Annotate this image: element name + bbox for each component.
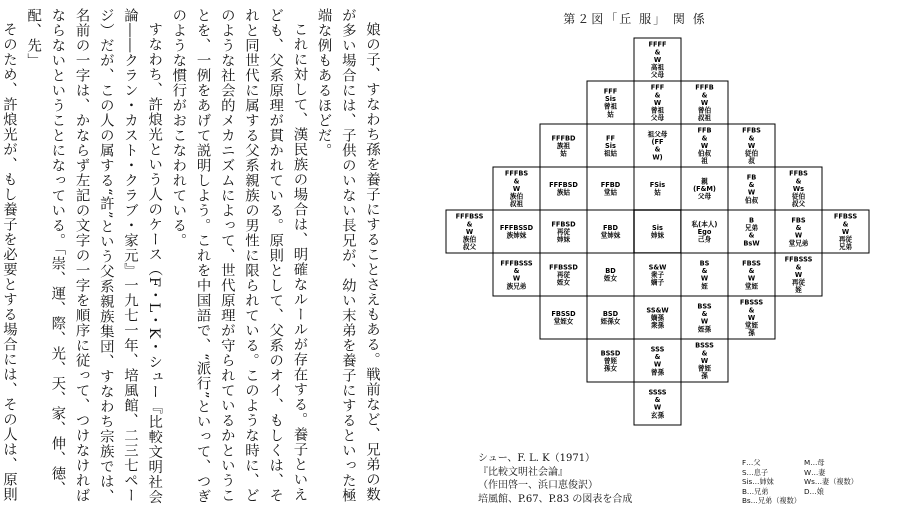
kin-cell-c01 — [634, 38, 681, 81]
kin-cell-label: & — [701, 267, 708, 276]
kin-cell-label: FFFF — [648, 40, 667, 49]
kin-cell-label: 高祖 — [650, 63, 665, 72]
kin-cell-label: FFBSSD — [549, 263, 578, 272]
kin-cell-c33 — [540, 296, 587, 339]
kin-cell-c22 — [681, 210, 728, 253]
kin-cell-label: 堂姪女 — [553, 317, 574, 326]
kin-cell-label: S&W — [648, 263, 667, 272]
kin-cell-label: Sis — [652, 224, 663, 233]
kin-cell-label: FFFBSSS — [500, 259, 533, 268]
kin-cell-label: W — [653, 98, 662, 107]
kin-cell-label: 親 — [701, 177, 708, 186]
kin-cell-label: & — [748, 181, 755, 190]
kin-cell-label: 姪女 — [603, 274, 618, 283]
kin-cell-c12 — [587, 167, 634, 210]
kin-cell-label: 再従 — [556, 227, 571, 236]
kin-cell-label: 姉妹 — [650, 231, 665, 240]
kin-cell-label: W — [512, 184, 521, 193]
kin-cell-label: 祖 — [701, 157, 708, 166]
kin-cell-label: (FF — [651, 138, 664, 147]
body-text-column — [0, 8, 384, 514]
kin-cell-label: FFBD — [600, 181, 621, 190]
kin-cell-label: W — [794, 270, 803, 279]
kin-cell-label: 叔父 — [791, 200, 806, 209]
kin-cell-label: FFFBD — [551, 134, 576, 143]
kin-cell-label: 叔 — [748, 157, 755, 166]
kin-cell-label: FFB — [697, 126, 712, 135]
kin-cell-label: & — [466, 220, 473, 229]
kin-cell-label: 姑 — [654, 188, 661, 197]
kin-cell-label: & — [795, 224, 802, 233]
kin-cell-label: & — [654, 91, 661, 100]
kin-cell-c07 — [634, 124, 681, 167]
kin-cell-label: B — [748, 216, 755, 225]
kin-cell-label: W — [465, 227, 474, 236]
legend-entry: Sis…姉妹 — [742, 477, 774, 487]
kin-cell-label: 姑 — [560, 149, 567, 158]
kin-cell-label: 曾伯 — [697, 106, 712, 115]
body-paragraph: すなわち、許烺光という人のケース（F・L・K・シュー『比較文明社会論――クラン・カスト・クラブ・家元』一九七一年、培風館、二三七ページ）だが、この人の属する“許”という父系親族集団、すなわち宗族では、名前の一字は、かならず左記の文字の一字を順序に従って、つけなければならないということになっている。「崇、運、際、光、天、家、伸、徳、配、先」 — [25, 8, 163, 505]
kin-cell-label: 衆子 — [650, 270, 665, 279]
kin-cell-label: W — [841, 227, 850, 236]
kin-cell-label: 族伯 — [509, 192, 524, 201]
kin-cell-c20 — [587, 210, 634, 253]
kin-cell-label: FBSS — [742, 259, 761, 268]
kin-cell-label: FB — [746, 173, 757, 182]
kin-cell-c09 — [728, 124, 775, 167]
kin-cell-label: 堂兄弟 — [788, 239, 809, 248]
caption-author: シュー、F. L. K（1971） — [478, 453, 596, 464]
kin-cell-label: 兄弟 — [744, 224, 759, 233]
kin-cell-label: 族姉妹 — [506, 231, 527, 240]
figure-caption — [478, 452, 708, 506]
legend-entry: M…母 — [804, 458, 825, 467]
legend-entry: B…兄弟 — [742, 486, 769, 496]
kin-cell-label: FBSSD — [551, 310, 576, 319]
kin-cell-label: W — [794, 231, 803, 240]
kin-cell-c29 — [634, 253, 681, 296]
kin-cell-c17 — [446, 210, 493, 253]
kin-cell-label: & — [748, 306, 755, 315]
kinship-diagram — [440, 36, 900, 446]
kin-cell-label: 孫女 — [603, 364, 618, 373]
legend-entry: D…娘 — [804, 486, 824, 496]
kin-cell-label: 曾祖 — [603, 102, 618, 111]
kin-cell-label: BsW — [743, 239, 760, 248]
kin-cell-label: & — [654, 396, 661, 405]
abbreviation-legend — [742, 458, 892, 506]
kin-cell-label: 姉妹 — [556, 235, 571, 244]
kin-cell-label: & — [654, 353, 661, 362]
kin-cell-label: & — [842, 220, 849, 229]
kin-cell-label: 姪女 — [556, 278, 571, 287]
kin-cell-label: W — [653, 55, 662, 64]
kin-cell-label: 曾姪 — [697, 364, 712, 373]
kin-cell-label: 伯叔 — [697, 149, 712, 158]
kin-cell-label: 堂姪 — [744, 282, 759, 291]
kin-cell-label: 叔父 — [462, 243, 477, 252]
kin-cell-label: 嫡子 — [650, 278, 665, 287]
kin-cell-label: 兄弟 — [838, 243, 853, 252]
kin-cell-c37 — [728, 296, 775, 339]
kin-cell-label: 父母 — [650, 114, 665, 123]
kin-cell-label: SSSS — [648, 388, 667, 397]
kin-cell-label: 叔祖 — [509, 200, 524, 209]
kin-cell-label: & — [748, 134, 755, 143]
kin-cell-c19 — [540, 210, 587, 253]
kin-cell-label: 衆孫 — [650, 321, 665, 330]
kin-cell-label: 祖父母 — [647, 130, 668, 139]
kin-cell-label: & — [654, 48, 661, 57]
kin-cell-label: 姪 — [795, 286, 802, 295]
kin-cell-label: FFFBSS — [455, 212, 484, 221]
kin-cell-label: FFBS — [742, 126, 761, 135]
kin-cell-label: 玄孫 — [650, 411, 665, 420]
kin-cell-label: BSD — [602, 310, 619, 319]
kin-cell-label: BS — [699, 259, 710, 268]
kin-cell-c34 — [587, 296, 634, 339]
kin-cell-label: 私(本人) — [691, 220, 718, 229]
legend-entry: Ws…妻（複数） — [804, 477, 858, 487]
kin-cell-label: 曾孫 — [650, 368, 665, 377]
body-paragraph: これに対して、漢民族の場合は、明確なルールが存在する。養子といえども、父系原理が貫かれている。原則として、父系のオイ、もしくは、それと同世代に属する父系親族の男性に限られている。このような時に、どのような社会的メカニズムによって、世代原理が守られているかということを、一例をあげて説明しよう。これを中国語で、“派行”といって、つぎのような慣行がおこなわれている。 — [170, 8, 308, 504]
kin-cell-label: W — [700, 356, 709, 365]
kin-cell-label: 再従 — [556, 270, 571, 279]
kin-cell-c13 — [634, 167, 681, 210]
kin-cell-label: 族兄弟 — [506, 282, 527, 291]
figure-title: 第２図「丘 服」 関 係 — [563, 12, 707, 26]
kin-cell-label: 姪孫女 — [600, 317, 621, 326]
kin-cell-label: 族祖 — [556, 141, 571, 150]
kin-cell-label: W — [512, 274, 521, 283]
kin-cell-c15 — [728, 167, 775, 210]
kin-cell-label: 族伯 — [462, 235, 477, 244]
kin-cell-label: Sis — [605, 141, 616, 150]
kin-cell-label: SS&W — [646, 306, 669, 315]
kin-cell-label: FFFBS — [504, 169, 529, 178]
kin-cell-c28 — [587, 253, 634, 296]
kin-cell-c27 — [540, 253, 587, 296]
kin-cell-label: 姪孫 — [697, 325, 712, 334]
kin-cell-label: W — [747, 188, 756, 197]
kin-cell-label: 己身 — [697, 235, 712, 244]
kin-cell-c31 — [728, 253, 775, 296]
kin-cell-label: W — [700, 274, 709, 283]
kin-cell-label: W) — [652, 153, 663, 162]
kin-cell-label: 姪 — [701, 282, 708, 291]
kin-cell-label: W — [700, 317, 709, 326]
kin-cell-label: 嫡孫 — [650, 313, 665, 322]
kin-cell-label: 曾姪 — [603, 356, 618, 365]
kin-cell-label: 従伯 — [791, 192, 806, 201]
kin-cell-c06 — [587, 124, 634, 167]
kin-cell-c41 — [634, 382, 681, 425]
kin-cell-label: FFBSS — [833, 212, 858, 221]
kin-cell-label: FFFBSD — [549, 181, 578, 190]
kin-cell-label: Ego — [697, 227, 712, 236]
kin-cell-c40 — [681, 339, 728, 382]
kin-cell-label: 堂姑 — [603, 188, 618, 197]
kin-cell-c30 — [681, 253, 728, 296]
kin-cell-c16 — [775, 167, 822, 210]
kin-cell-label: Ws — [792, 184, 805, 193]
kin-cell-label: W — [747, 313, 756, 322]
caption-translators: （作田啓一、浜口恵俊訳） — [478, 480, 598, 491]
kin-cell-label: & — [795, 177, 802, 186]
kin-cell-label: BSS — [697, 302, 712, 311]
kin-cell-c24 — [775, 210, 822, 253]
kin-cell-c10 — [493, 167, 540, 210]
kin-cell-label: 父母 — [697, 192, 712, 201]
kin-cell-label: & — [654, 145, 661, 154]
kin-cell-label: 姑 — [607, 110, 614, 119]
kin-cell-label: FF — [605, 134, 616, 143]
kin-cell-label: (F&M) — [693, 184, 716, 193]
body-paragraph: 娘の子、すなわち孫を養子にすることさえもある。戦前など、兄弟の数が多い場合には、子供のいない長兄が、幼い末弟を養子にするといった極端な例もあるほどだ。 — [315, 8, 380, 503]
kin-cell-label: 再従 — [791, 278, 806, 287]
kin-cell-label: & — [795, 263, 802, 272]
kin-cell-c03 — [634, 81, 681, 124]
kin-cell-label: SSS — [650, 345, 665, 354]
legend-entry: S…息子 — [742, 467, 769, 477]
kin-cell-label: W — [747, 274, 756, 283]
kin-cell-label: & — [748, 231, 755, 240]
kin-cell-c32 — [775, 253, 822, 296]
kin-cell-label: & — [701, 91, 708, 100]
kin-cell-label: & — [513, 267, 520, 276]
kin-cell-label: W — [747, 141, 756, 150]
kin-cell-label: & — [701, 349, 708, 358]
kin-cell-c39 — [634, 339, 681, 382]
kin-cell-c25 — [822, 210, 869, 253]
kin-cell-label: W — [653, 360, 662, 369]
kin-cell-label: & — [701, 134, 708, 143]
kin-cell-c23 — [728, 210, 775, 253]
kin-cell-label: 堂姉妹 — [600, 231, 621, 240]
body-paragraph: そのため、許烺光が、もし養子を必要とする場合には、その人は、原則 — [0, 22, 17, 503]
caption-source: 培風館、P.67、P.83 の図表を合成 — [478, 493, 633, 505]
kin-cell-label: FFBSSS — [784, 255, 813, 264]
kin-cell-label: BD — [605, 267, 616, 276]
kin-cell-c04 — [681, 81, 728, 124]
kin-cell-c08 — [681, 124, 728, 167]
kin-cell-label: FFF — [603, 87, 618, 96]
kin-cell-label: FFF — [650, 83, 665, 92]
kin-cell-label: 従伯 — [744, 149, 759, 158]
kin-cell-label: 堂姪 — [744, 321, 759, 330]
kin-cell-label: BSSS — [695, 341, 714, 350]
kin-cell-c14 — [681, 167, 728, 210]
kin-cell-c36 — [681, 296, 728, 339]
kin-cell-label: FFFBSSD — [499, 224, 534, 233]
kin-cell-label: & — [701, 310, 708, 319]
kin-cell-label: W — [653, 403, 662, 412]
kin-cell-c38 — [587, 339, 634, 382]
kin-cell-c11 — [540, 167, 587, 210]
kin-cell-label: FFBS — [789, 169, 808, 178]
legend-entry: W…妻 — [804, 467, 826, 477]
kin-cell-label: FBS — [791, 216, 806, 225]
kin-cell-label: FFBSD — [551, 220, 576, 229]
legend-entry: F…父 — [742, 458, 761, 467]
kin-cell-c21 — [634, 210, 681, 253]
kin-cell-label: W — [700, 141, 709, 150]
kin-cell-c26 — [493, 253, 540, 296]
kin-cell-label: FBSSS — [739, 298, 764, 307]
kin-cell-label: BSSD — [600, 349, 621, 358]
kin-cell-c02 — [587, 81, 634, 124]
kin-cell-label: 孫 — [701, 372, 708, 381]
kin-cell-label: & — [513, 177, 520, 186]
kin-cell-label: 伯叔 — [744, 196, 759, 205]
kin-cell-label: FSis — [649, 181, 666, 190]
kin-cell-c18 — [493, 210, 540, 253]
kin-cell-label: & — [748, 267, 755, 276]
kin-cell-label: W — [700, 98, 709, 107]
kin-cell-label: 孫 — [748, 329, 755, 338]
kin-cell-c35 — [634, 296, 681, 339]
kin-cell-label: 父母 — [650, 71, 665, 80]
kin-cell-label: Sis — [605, 95, 616, 104]
legend-entry: Bs…兄弟（複数） — [742, 496, 801, 506]
kin-cell-label: 叔祖 — [697, 114, 712, 123]
kin-cell-label: 祖姑 — [603, 149, 618, 158]
caption-book: 『比較文明社会論』 — [478, 466, 568, 478]
kin-cell-label: 曾祖 — [650, 106, 665, 115]
kin-cell-label: FFFB — [695, 83, 714, 92]
kin-cell-label: 再従 — [838, 235, 853, 244]
kin-cell-c05 — [540, 124, 587, 167]
kin-cell-label: 族姑 — [556, 188, 571, 197]
kin-cell-label: FBD — [602, 224, 619, 233]
